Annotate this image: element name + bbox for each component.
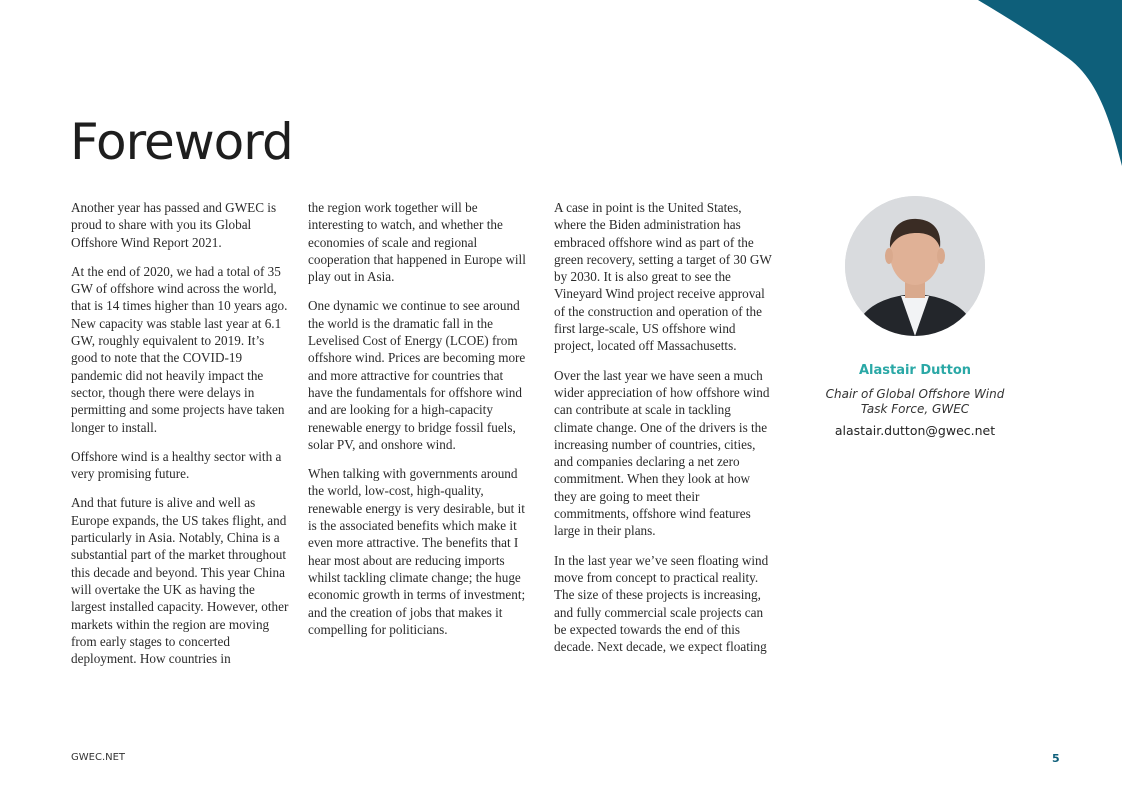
- text-column-1: [71, 199, 289, 679]
- text-column-2: [308, 199, 526, 650]
- page-title: Foreword: [70, 113, 293, 171]
- author-name: Alastair Dutton: [858, 363, 972, 378]
- footer-site-link[interactable]: GWEC.NET: [71, 752, 126, 763]
- paragraph: Offshore wind is a healthy sector with a very promising future.: [71, 448, 282, 482]
- paragraph: One dynamic we continue to see around the world is the dramatic fall in the Levelised Cost of Energy (LCOE) from offshore wind. Prices are becoming more and more attractive for countries that have the fundamentals for offshore wind and are looking for a high-capacity renewable energy to bridge fossil fuels, solar PV, and onshore wind.: [308, 298, 526, 452]
- paragraph: Another year has passed and GWEC is proud to share with you its Global Offshore Wind Report 2021.: [71, 200, 277, 250]
- avatar: [845, 196, 985, 336]
- paragraph: the region work together will be interesting to watch, and whether the economies of scale and regional cooperation that happened in Europe will play out in Asia.: [308, 200, 526, 285]
- paragraph: When talking with governments around the world, low-cost, high-quality, renewable energy is very desirable, but it is the associated benefits which make it even more attractive. The benefits that I hear most about are reducing imports whilst tackling climate change; the huge economic growth in terms of investment; and the creation of jobs that makes it compelling for politicians.: [308, 466, 526, 637]
- author-email[interactable]: alastair.dutton@gwec.net: [834, 423, 996, 438]
- paragraph: And that future is alive and well as Europe expands, the US takes flight, and particularly in Asia. Notably, China is a substantial part of the market throughout this decade and beyond. This year China will overtake the UK as having the largest installed capacity. However, other markets within the region are moving from early stages to concerted deployment. How countries in: [71, 495, 289, 667]
- paragraph: Over the last year we have seen a much wider appreciation of how offshore wind can contribute at scale in tackling climate change. One of the drivers is the increasing number of countries, cities, and companies declaring a net zero commitment. When they look at how they are going to meet their commitments, offshore wind features large in their plans.: [554, 367, 770, 539]
- text-column-3: [554, 199, 772, 667]
- paragraph: A case in point is the United States, where the Biden administration has embraced offshore wind as part of the green recovery, setting a target of 30 GW by 2030. It is also great to see the Vineyard Wind project receive approval of the construction and operation of the first large-scale, US offshore wind project, located off Massachusetts.: [554, 200, 772, 354]
- portrait-photo: [845, 196, 985, 336]
- paragraph: At the end of 2020, we had a total of 35 GW of offshore wind across the world, that is 14 times higher than 10 years ago. New capacity was stable last year at 6.1 GW, roughly equivalent to 2019. It’s good to note that the COVID-19 pandemic did not heavily impact the sector, though there were delays in permitting and some projects have taken longer to install.: [71, 263, 288, 435]
- paragraph: In the last year we’ve seen floating wind move from concept to practical reality. The size of these projects is increasing, and fully commercial scale projects can be expected towards the end of this decade. Next decade, we expect floating: [554, 552, 769, 655]
- author-role: Chair of Global Offshore Wind Task Force, GWEC: [825, 387, 1005, 416]
- page-number: 5: [1052, 752, 1060, 765]
- author-profile: [820, 196, 1010, 438]
